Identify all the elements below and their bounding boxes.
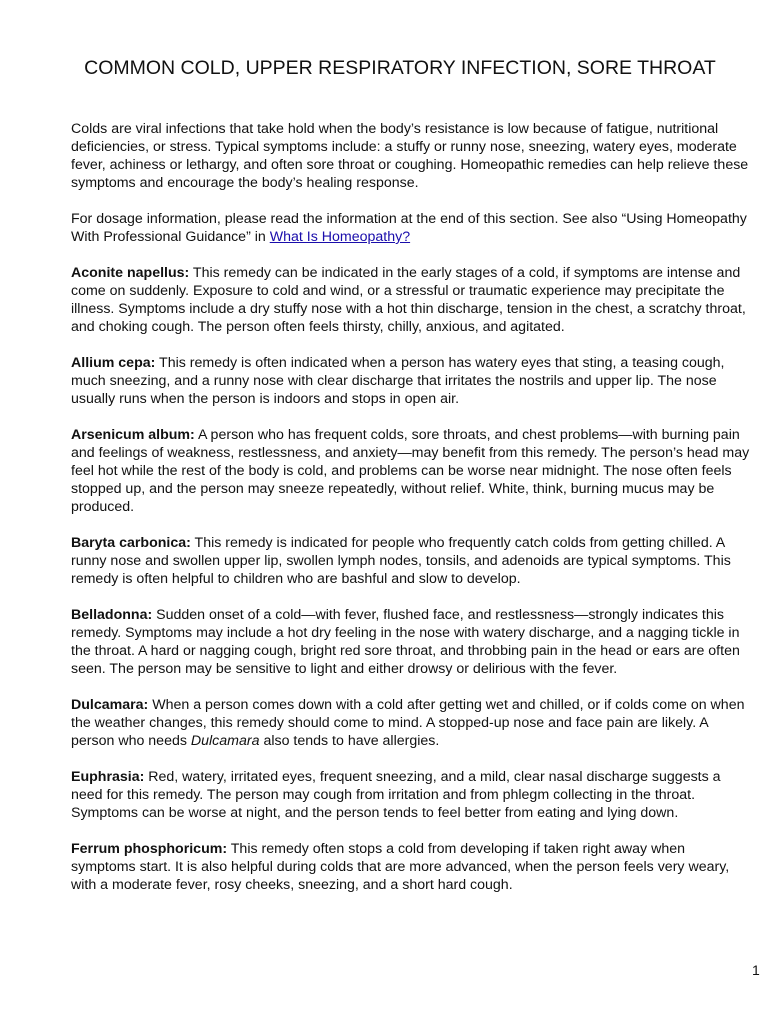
- remedy-italic-name: Dulcamara: [190, 733, 260, 749]
- remedy-paragraph-ferrum: [71, 840, 751, 894]
- remedy-paragraph-belladonna: [71, 606, 751, 678]
- what-is-homeopathy-link[interactable]: What Is Homeopathy?: [269, 229, 411, 245]
- document-body: [71, 120, 751, 912]
- remedy-name: Baryta carbonica:: [71, 535, 191, 551]
- remedy-paragraph-dulcamara: [71, 696, 751, 750]
- remedy-description: This remedy can be indicated in the early stages of a cold, if symptoms are intense and come on suddenly. Exposure to cold and wind, or a stressful or traumatic experience may precipitate the illness. Symptoms include a dry stuffy nose with a hot thin discharge, tension in the chest, a scratchy throat, and choking cough. The person often feels thirsty, chilly, anxious, and agitated.: [71, 265, 746, 335]
- intro-paragraph: Colds are viral infections that take hold when the body’s resistance is low because of fatigue, nutritional deficiencies, or stress. Typical symptoms include: a stuffy or runny nose, sneezing, watery eyes, moderate fever, achiness or lethargy, and often sore throat or coughing. Homeopathic remedies can help relieve these symptoms and encourage the body’s healing response.: [71, 121, 749, 191]
- remedy-paragraph-euphrasia: [71, 768, 751, 822]
- remedy-description: A person who has frequent colds, sore throats, and chest problems—with burning pain and feelings of weakness, restlessness, and anxiety—may benefit from this remedy. The person’s head may feel hot while the rest of the body is cold, and problems can be worse near midnight. The nose often feels stopped up, and the person may sneeze repeatedly, without relief. White, think, burning mucus may be produced.: [71, 427, 750, 515]
- remedy-paragraph-arsenicum: [71, 426, 751, 516]
- remedy-description: This remedy often stops a cold from developing if taken right away when symptoms start. It is also helpful during colds that are more advanced, when the person feels very weary, with a moderate fever, rosy cheeks, sneezing, and a short hard cough.: [71, 841, 730, 893]
- dosage-text: For dosage information, please read the information at the end of this section. See also “Using Homeopathy With Professional Guidance” in: [71, 211, 747, 245]
- remedy-paragraph-aconite: [71, 264, 751, 336]
- remedy-name: Euphrasia:: [71, 769, 145, 785]
- remedy-name: Arsenicum album:: [71, 427, 195, 443]
- remedy-name: Allium cepa:: [71, 355, 156, 371]
- remedy-paragraph-baryta: [71, 534, 751, 588]
- remedy-description-end: also tends to have allergies.: [259, 733, 440, 749]
- remedy-name: Ferrum phosphoricum:: [71, 841, 228, 857]
- page-title: COMMON COLD, UPPER RESPIRATORY INFECTION, SORE THROAT: [84, 57, 716, 79]
- remedy-name: Belladonna:: [71, 607, 153, 623]
- remedy-description: This remedy is often indicated when a person has watery eyes that sting, a teasing cough, much sneezing, and a runny nose with clear discharge that irritates the nostrils and upper lip. The nose usually runs when the person is indoors and stops in open air.: [71, 355, 725, 407]
- page-number: 1: [752, 962, 760, 978]
- remedy-name: Aconite napellus:: [71, 265, 190, 281]
- dosage-paragraph: [71, 210, 751, 246]
- remedy-description: Sudden onset of a cold—with fever, flushed face, and restlessness—strongly indicates this remedy. Symptoms may include a hot dry feeling in the nose with watery discharge, and a nagging tickle in the throat. A hard or nagging cough, bright red sore throat, and throbbing pain in the head or ears are often seen. The person may be sensitive to light and either drowsy or delirious with the fever.: [71, 607, 740, 677]
- remedy-description: This remedy is indicated for people who frequently catch colds from getting chilled. A runny nose and swollen upper lip, swollen lymph nodes, tonsils, and adenoids are typical symptoms. This remedy is often helpful to children who are bashful and slow to develop.: [71, 535, 731, 587]
- remedy-name: Dulcamara:: [71, 697, 149, 713]
- remedy-paragraph-allium: [71, 354, 751, 408]
- remedy-description: When a person comes down with a cold after getting wet and chilled, or if colds come on when the weather changes, this remedy should come to mind. A stopped-up nose and face pain are likely. A person who needs: [71, 697, 745, 749]
- remedy-description: Red, watery, irritated eyes, frequent sneezing, and a mild, clear nasal discharge suggests a need for this remedy. The person may cough from irritation and from phlegm collecting in the throat. Symptoms can be worse at night, and the person tends to feel better from eating and lying down.: [71, 769, 721, 821]
